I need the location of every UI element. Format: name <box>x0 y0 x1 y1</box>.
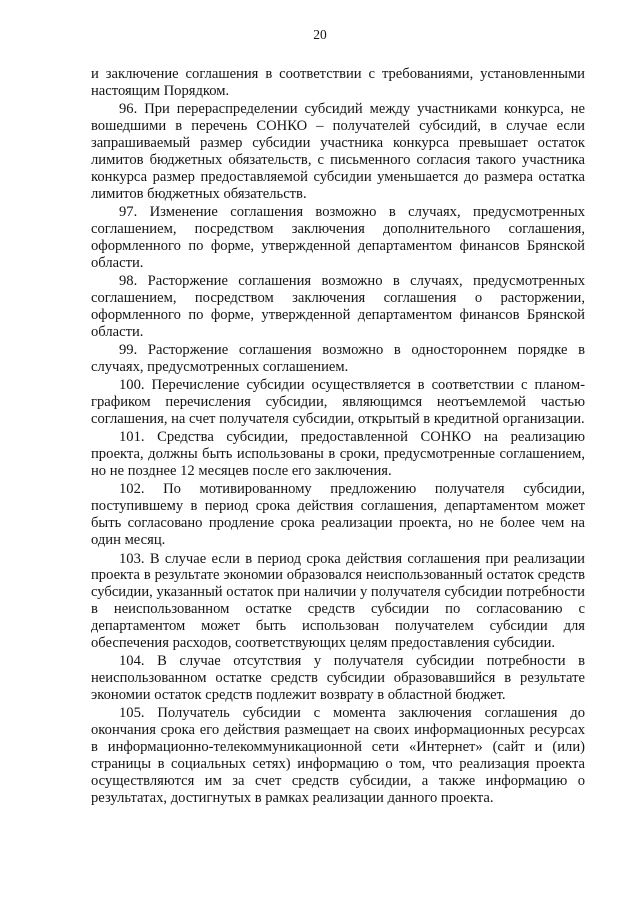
paragraph-99: 99. Расторжение соглашения возможно в одностороннем порядке в случаях, предусмотренных соглашением. <box>91 342 585 375</box>
page-number: 20 <box>313 27 327 42</box>
paragraph-98: 98. Расторжение соглашения возможно в случаях, предусмотренных соглашением, посредством заключения соглашения о расторжении, оформленного по форме, утвержденной департаментом финансов Брянской области. <box>91 273 585 340</box>
document-body <box>91 66 585 808</box>
paragraph-continuation: и заключение соглашения в соответствии с требованиями, установленными настоящим Порядком. <box>91 66 585 99</box>
paragraph-103: 103. В случае если в период срока действия соглашения при реализации проекта в результате экономии образовался неиспользованный остаток средств субсидии, указанный остаток при наличии у получателя субсидии потребности в неиспользованном остатке средств субсидии по согласованию с департаментом может быть использован получателем субсидии для обеспечения расходов, соответствующих целям предоставления субсидии. <box>91 550 585 652</box>
paragraph-104: 104. В случае отсутствия у получателя субсидии потребности в неиспользованном остатке средств субсидии образовавшийся в результате экономии остаток средств подлежит возврату в областной бюджет. <box>91 653 585 704</box>
paragraph-102: 102. По мотивированному предложению получателя субсидии, поступившему в период срока действия соглашения, департаментом может быть согласовано продление срока реализации проекта, но не более чем на один месяц. <box>91 481 585 549</box>
paragraph-97: 97. Изменение соглашения возможно в случаях, предусмотренных соглашением, посредством заключения дополнительного соглашения, оформленного по форме, утвержденной департаментом финансов Брянской области. <box>91 204 585 271</box>
paragraph-96: 96. При перераспределении субсидий между участниками конкурса, не вошедшими в перечень СОНКО – получателей субсидий, в случае если запрашиваемый размер субсидии участника конкурса превышает остаток лимитов бюджетных обязательств, с письменного согласия такого участника конкурса размер предоставляемой субсидии уменьшается до размера остатка лимитов бюджетных обязательств. <box>91 101 585 202</box>
paragraph-100: 100. Перечисление субсидии осуществляется в соответствии с планом-графиком перечисления субсидии, являющимся неотъемлемой частью соглашения, на счет получателя субсидии, открытый в кредитной организации. <box>91 377 585 428</box>
paragraph-101: 101. Средства субсидии, предоставленной СОНКО на реализацию проекта, должны быть использованы в сроки, предусмотренные соглашением, но не позднее 12 месяцев после его заключения. <box>91 429 585 480</box>
paragraph-105: 105. Получатель субсидии с момента заключения соглашения до окончания срока его действия размещает на своих информационных ресурсах в информационно-телекоммуникационной сети «Интернет» (сайт и (или) страницы в социальных сетях) информацию о том, что реализация проекта осуществляются им за счет средств субсидии, а также информацию о результатах, достигнутых в рамках реализации данного проекта. <box>91 705 585 806</box>
